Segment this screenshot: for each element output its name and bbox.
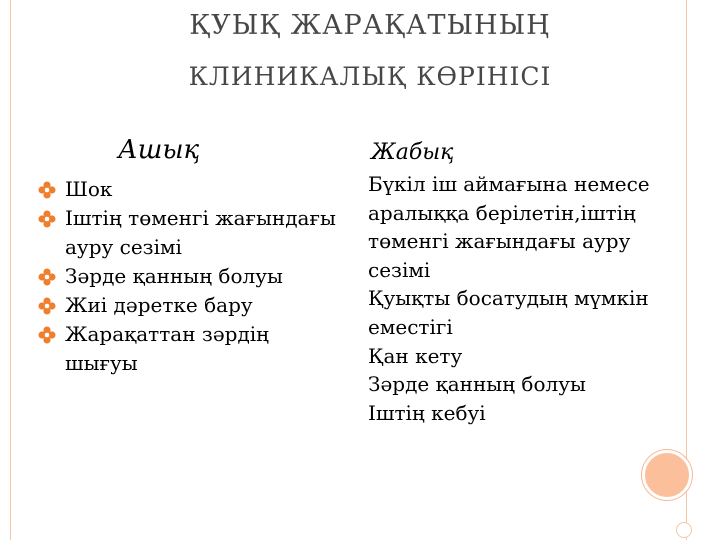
- list-item-text: Зәрде қанның болуы: [65, 264, 283, 288]
- slide-title-line-2: КЛИНИКАЛЫҚ КӨРІНІСІ: [188, 62, 552, 91]
- list-item-text: Шок: [65, 177, 113, 201]
- list-item: [38, 175, 343, 204]
- list-item-text: Жиі дәретке бару: [65, 293, 253, 317]
- list-item-text: Іштің төменгі жағындағы ауру сезімі: [65, 206, 336, 259]
- list-item: Қан кету: [368, 343, 463, 368]
- slide-title-line-1: ҚУЫҚ ЖАРАҚАТЫНЫҢ: [189, 10, 551, 41]
- flower-bullet-icon: [38, 181, 56, 199]
- decorative-circle-large: [642, 450, 692, 500]
- flower-bullet-icon: [38, 297, 56, 315]
- flower-bullet-icon: [38, 210, 56, 228]
- left-symptom-list: [38, 175, 343, 378]
- flower-bullet-icon: [38, 326, 56, 344]
- list-item-text: Жарақаттан зәрдің шығуы: [65, 322, 269, 375]
- flower-bullet-icon: [38, 268, 56, 286]
- list-item: [38, 291, 343, 320]
- list-item: [38, 320, 343, 378]
- right-column-heading: Жабық: [371, 140, 454, 165]
- list-item: Зәрде қанның болуы: [368, 372, 586, 397]
- list-item: [38, 204, 343, 262]
- right-symptom-list: [368, 170, 683, 427]
- list-item: Бүкіл іш аймағына немесе аралыққа берілетін,іштің төменгі жағындағы ауру сезімі: [368, 172, 650, 282]
- list-item: Іштің кебуі: [368, 400, 486, 425]
- left-column-heading: Ашық: [118, 135, 200, 165]
- decorative-circle-small: [676, 522, 692, 538]
- list-item: Қуықты босатудың мүмкін еместігі: [368, 286, 649, 339]
- list-item: [38, 262, 343, 291]
